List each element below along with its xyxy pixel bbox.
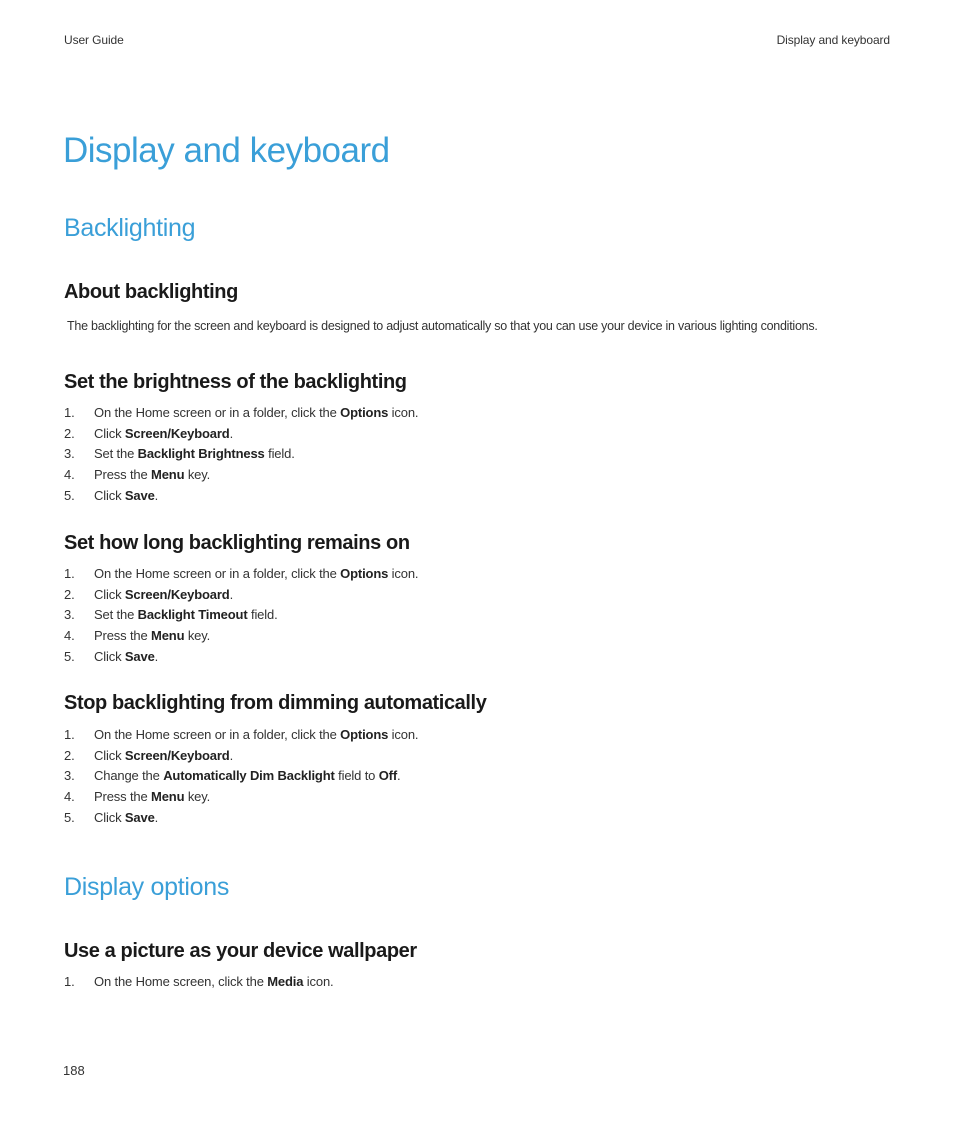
- step-text: .: [229, 425, 234, 441]
- section-heading-backlighting: Backlighting: [64, 214, 196, 242]
- list-item: [64, 626, 418, 647]
- subheading-stop-dimming: Stop backlighting from dimming automatically: [64, 692, 487, 714]
- step-text: Click: [94, 747, 125, 763]
- step-text: Click: [94, 586, 125, 602]
- step-ui-term: Backlight Timeout: [137, 607, 248, 623]
- step-text: field to: [334, 768, 379, 784]
- running-header-left: User Guide: [64, 33, 124, 47]
- step-text: On the Home screen or in a folder, click the: [94, 405, 341, 420]
- list-item: [64, 647, 418, 668]
- step-text: .: [229, 747, 234, 763]
- list-item: [64, 444, 418, 465]
- list-item: [64, 465, 418, 486]
- step-number: 2.: [64, 586, 75, 602]
- step-text: Click: [94, 487, 125, 503]
- step-text: .: [229, 586, 234, 602]
- page-title: Display and keyboard: [63, 131, 390, 170]
- step-text: On the Home screen, click the: [94, 974, 268, 989]
- timeout-steps-list: [64, 564, 418, 667]
- step-number: 5.: [64, 487, 75, 503]
- step-number: 4.: [64, 467, 75, 483]
- step-number: 3.: [64, 446, 75, 462]
- step-ui-term: Menu: [151, 789, 185, 805]
- step-number: 4.: [64, 789, 75, 805]
- step-number: 2.: [64, 425, 75, 441]
- step-text: .: [154, 809, 159, 825]
- step-number: 5.: [64, 648, 75, 664]
- list-item: [64, 424, 418, 445]
- list-item: [64, 725, 418, 746]
- list-item: [64, 486, 418, 507]
- step-text: .: [154, 648, 159, 664]
- step-text: Press the: [94, 467, 152, 483]
- step-ui-term: Backlight Brightness: [137, 446, 265, 462]
- step-ui-term: Menu: [151, 628, 185, 644]
- section-heading-display-options: Display options: [64, 873, 230, 901]
- step-text: Set the: [94, 446, 138, 462]
- list-item: [64, 403, 418, 424]
- list-item: [64, 766, 418, 787]
- step-text: .: [397, 768, 401, 784]
- step-text: icon.: [303, 974, 334, 989]
- step-ui-term: Automatically Dim Backlight: [163, 768, 335, 784]
- about-backlighting-paragraph: The backlighting for the screen and keyboard is designed to adjust automatically so that you can use your device in various lighting conditions.: [67, 319, 818, 333]
- step-ui-term: Screen/Keyboard: [124, 747, 230, 763]
- step-ui-term: Options: [340, 727, 389, 742]
- step-ui-term: Save: [124, 809, 155, 825]
- step-ui-term: Save: [124, 648, 155, 664]
- step-text: Click: [94, 425, 125, 441]
- dimming-steps-list: [64, 725, 418, 828]
- step-text: Press the: [94, 789, 152, 805]
- step-text: icon.: [388, 727, 419, 742]
- step-number: 5.: [64, 809, 75, 825]
- step-number: 2.: [64, 747, 75, 763]
- step-ui-term: Options: [340, 405, 389, 420]
- list-item: [64, 746, 418, 767]
- step-number: 3.: [64, 607, 75, 623]
- step-text: Click: [94, 809, 125, 825]
- step-number: 1.: [64, 566, 75, 581]
- list-item: [64, 972, 334, 993]
- step-ui-term: Save: [124, 487, 155, 503]
- step-ui-term: Screen/Keyboard: [124, 586, 230, 602]
- subheading-backlight-timeout: Set how long backlighting remains on: [64, 532, 410, 554]
- step-text: On the Home screen or in a folder, click the: [94, 727, 341, 742]
- list-item: [64, 605, 418, 626]
- page-number: 188: [63, 1063, 85, 1078]
- step-text: Set the: [94, 607, 138, 623]
- step-ui-term: Screen/Keyboard: [124, 425, 230, 441]
- step-number: 3.: [64, 768, 75, 784]
- wallpaper-steps-list: [64, 972, 334, 993]
- list-item: [64, 808, 418, 829]
- step-text: field.: [247, 607, 278, 623]
- step-ui-term: Media: [267, 974, 304, 989]
- subheading-wallpaper: Use a picture as your device wallpaper: [64, 940, 417, 962]
- step-number: 1.: [64, 727, 75, 742]
- step-text: key.: [184, 789, 211, 805]
- step-text: field.: [264, 446, 295, 462]
- step-text: icon.: [388, 566, 419, 581]
- step-text: key.: [184, 467, 211, 483]
- list-item: [64, 787, 418, 808]
- step-text: Press the: [94, 628, 152, 644]
- step-ui-term: Off: [378, 768, 398, 784]
- step-text: key.: [184, 628, 211, 644]
- step-ui-term: Menu: [151, 467, 185, 483]
- step-number: 1.: [64, 405, 75, 420]
- brightness-steps-list: [64, 403, 418, 506]
- step-text: Click: [94, 648, 125, 664]
- step-number: 1.: [64, 974, 75, 989]
- step-ui-term: Options: [340, 566, 389, 581]
- step-text: .: [154, 487, 159, 503]
- running-header-right: Display and keyboard: [776, 33, 890, 47]
- step-text: On the Home screen or in a folder, click the: [94, 566, 341, 581]
- list-item: [64, 585, 418, 606]
- list-item: [64, 564, 418, 585]
- subheading-set-brightness: Set the brightness of the backlighting: [64, 371, 407, 393]
- step-number: 4.: [64, 628, 75, 644]
- subheading-about-backlighting: About backlighting: [64, 281, 238, 303]
- step-text: icon.: [388, 405, 419, 420]
- step-text: Change the: [94, 768, 164, 784]
